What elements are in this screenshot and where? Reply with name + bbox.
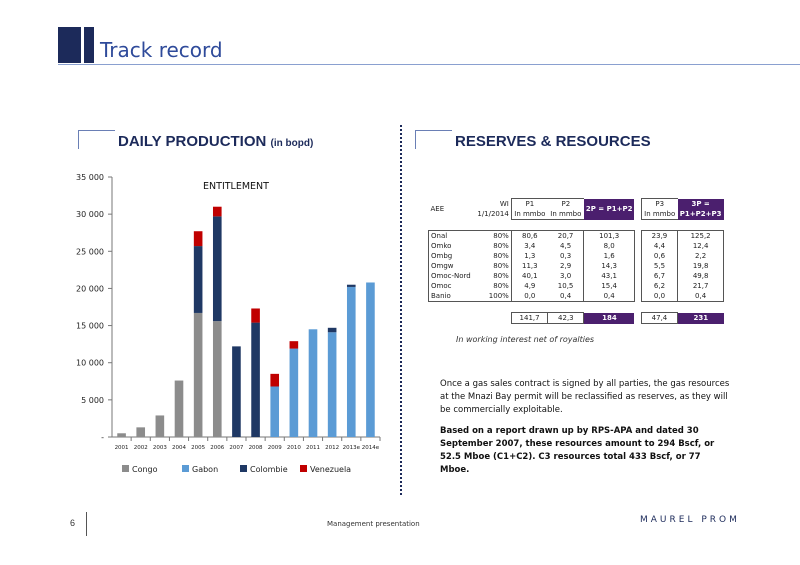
bar-congo-2002 <box>136 427 145 437</box>
x-tick-label: 2008 <box>248 445 263 451</box>
cell-wi: 100% <box>474 291 511 302</box>
cell-p2: 2,9 <box>560 262 572 270</box>
cell-name: Omoc-Nord <box>429 271 474 281</box>
bar-venezuela-2008 <box>251 308 260 322</box>
cell-name: Onal <box>429 231 474 242</box>
cell-twop: 101,3 <box>584 231 635 242</box>
y-tick-label: 10 000 <box>76 358 104 368</box>
col-p3: P3 <box>641 199 678 210</box>
bar-gabon-2012 <box>328 332 337 437</box>
cell-name: Ombg <box>429 251 474 261</box>
bar-gabon-2013e <box>347 287 356 437</box>
company-logo: MAUREL PROM <box>640 515 740 525</box>
cell-threep: 0,4 <box>678 291 724 302</box>
royalty-note: In working interest net of royalties <box>456 335 595 344</box>
table-row <box>429 281 724 291</box>
cell-twop: 14,3 <box>584 261 635 271</box>
total-p3: 47,4 <box>641 313 678 324</box>
cell-p3: 6,2 <box>641 281 678 291</box>
total-3p: 231 <box>678 313 724 324</box>
cell-name: Banio <box>429 291 474 302</box>
x-tick-label: 2004 <box>172 445 186 451</box>
bar-venezuela-2010 <box>290 341 299 348</box>
footer-caption: Management presentation <box>327 520 420 528</box>
table-row <box>429 251 724 261</box>
bar-congo-2001 <box>117 433 126 437</box>
header-rule <box>58 64 800 65</box>
vertical-divider <box>400 125 402 495</box>
y-tick-label: 15 000 <box>76 321 104 331</box>
bar-venezuela-2006 <box>213 207 222 217</box>
cell-twop: 1,6 <box>584 251 635 261</box>
cell-p1: 4,9 <box>524 282 536 290</box>
page-number: 6 <box>70 518 76 528</box>
cell-twop: 15,4 <box>584 281 635 291</box>
daily-production-unit: (in bopd) <box>270 138 314 149</box>
legend-swatch-colombie <box>240 465 247 472</box>
col-2p: 2P = P1+P2 <box>584 199 635 220</box>
cell-p3: 23,9 <box>641 231 678 242</box>
legend-swatch-venezuela <box>300 465 307 472</box>
cell-name: Omko <box>429 241 474 251</box>
cell-name: Omgw <box>429 261 474 271</box>
bar-congo-2003 <box>156 415 165 437</box>
x-tick-label: 2012 <box>325 445 340 451</box>
col-p2-unit: In mmbo <box>548 209 584 220</box>
cell-p2: 3,0 <box>560 272 572 280</box>
bar-congo-2005 <box>194 313 203 437</box>
cell-twop: 0,4 <box>584 291 635 302</box>
production-chart <box>60 165 390 485</box>
cell-p2: 0,4 <box>548 291 584 302</box>
x-tick-label: 2001 <box>114 445 129 451</box>
total-2p: 184 <box>584 313 635 324</box>
bar-colombie-2012 <box>328 328 337 332</box>
reserves-heading: RESERVES & RESOURCES <box>455 133 651 150</box>
header-block <box>58 27 81 63</box>
x-tick-label: 2014e <box>361 445 380 451</box>
x-tick-label: 2005 <box>191 445 206 451</box>
cell-threep: 2,2 <box>678 251 724 261</box>
table-row <box>429 271 724 281</box>
col-p1-unit: In mmbo <box>511 209 548 220</box>
gas-contract-paragraph: Once a gas sales contract is signed by all parties, the gas resources at the Mnazi Bay permit will be reclassified as reserves, as they will be commercially exploitable. <box>440 379 730 415</box>
cell-name: Omoc <box>429 281 474 291</box>
col-p1: P1 <box>511 199 548 210</box>
y-tick-label: 25 000 <box>76 247 104 257</box>
cell-p2: 0,3 <box>560 252 572 260</box>
section-bracket-left <box>78 130 115 149</box>
cell-threep: 12,4 <box>678 241 724 251</box>
table-header-row <box>429 199 724 210</box>
cell-threep: 125,2 <box>678 231 724 242</box>
x-tick-label: 2013e <box>342 445 360 451</box>
col-3p-sub: P1+P2+P3 <box>678 209 724 220</box>
cell-threep: 49,8 <box>678 271 724 281</box>
bar-gabon-2009 <box>270 386 279 437</box>
y-tick-label: 20 000 <box>76 284 104 294</box>
x-tick-label: 2006 <box>210 445 225 451</box>
bar-gabon-2011 <box>309 329 318 437</box>
cell-threep: 19,8 <box>678 261 724 271</box>
x-tick-label: 2009 <box>267 445 282 451</box>
bar-colombie-2005 <box>194 246 203 313</box>
y-tick-label: 35 000 <box>76 173 104 182</box>
cell-p3: 6,7 <box>641 271 678 281</box>
col-wi: WI <box>499 199 509 208</box>
bar-gabon-2010 <box>290 349 299 437</box>
col-p3-unit: In mmbo <box>641 209 678 220</box>
legend-label-venezuela: Venezuela <box>310 465 352 474</box>
reserves-table <box>428 198 724 324</box>
footer-rule <box>86 512 87 536</box>
cell-twop: 43,1 <box>584 271 635 281</box>
col-3p: 3P = <box>678 199 724 210</box>
legend-swatch-gabon <box>182 465 189 472</box>
bar-colombie-2013e <box>347 285 356 287</box>
legend-swatch-congo <box>122 465 129 472</box>
cell-wi: 80% <box>474 241 511 251</box>
x-tick-label: 2011 <box>306 445 320 451</box>
table-row <box>429 241 724 251</box>
cell-p1: 80,6 <box>511 231 548 242</box>
cell-p2: 10,5 <box>557 282 574 290</box>
cell-wi: 80% <box>474 231 511 242</box>
page-title: Track record <box>100 38 223 62</box>
cell-twop: 8,0 <box>584 241 635 251</box>
daily-production-heading <box>118 133 313 150</box>
chart-title: ENTITLEMENT <box>203 181 269 192</box>
bar-congo-2004 <box>175 381 184 437</box>
legend-label-colombie: Colombie <box>250 465 288 474</box>
bar-venezuela-2009 <box>270 374 279 387</box>
cell-threep: 21,7 <box>678 281 724 291</box>
totals-row <box>429 313 724 324</box>
legend-label-congo: Congo <box>132 465 158 474</box>
bar-colombie-2008 <box>251 323 260 437</box>
bar-colombie-2007 <box>232 346 241 437</box>
cell-wi: 80% <box>474 281 511 291</box>
bar-venezuela-2005 <box>194 231 203 246</box>
cell-p1: 40,1 <box>522 272 538 280</box>
cell-p1: 1,3 <box>524 252 536 260</box>
table-row <box>429 231 724 242</box>
bar-colombie-2006 <box>213 216 222 321</box>
x-tick-label: 2010 <box>286 445 301 451</box>
table-row <box>429 291 724 302</box>
header-block-small <box>84 27 94 63</box>
bar-congo-2006 <box>213 321 222 437</box>
y-tick-label: - <box>101 433 104 442</box>
y-tick-label: 30 000 <box>76 210 104 220</box>
x-tick-label: 2003 <box>152 445 167 451</box>
legend-label-gabon: Gabon <box>192 465 219 474</box>
x-tick-label: 2007 <box>229 445 244 451</box>
cell-p3: 4,4 <box>641 241 678 251</box>
total-p2: 42,3 <box>548 313 584 324</box>
cell-wi: 80% <box>474 261 511 271</box>
col-wi-date: 1/1/2014 <box>477 210 509 219</box>
col-p2: P2 <box>548 199 584 210</box>
cell-p1: 3,4 <box>524 242 536 250</box>
cell-p1: 0,0 <box>511 291 548 302</box>
x-tick-label: 2002 <box>133 445 148 451</box>
cell-wi: 80% <box>474 271 511 281</box>
cell-p3: 5,5 <box>641 261 678 271</box>
cell-p2: 4,5 <box>560 242 572 250</box>
bar-gabon-2014e <box>366 282 375 437</box>
total-p1: 141,7 <box>511 313 548 324</box>
rps-report-paragraph: Based on a report drawn up by RPS-APA and dated 30 September 2007, these resources amount to 294 Bscf, or 52.5 Mboe (C1+C2). C3 resources total 433 Bscf, or 77 Mboe. <box>440 426 715 475</box>
cell-p3: 0,6 <box>641 251 678 261</box>
cell-p2: 20,7 <box>548 231 584 242</box>
table-row <box>429 261 724 271</box>
col-aee: AEE <box>430 205 445 213</box>
cell-p1: 11,3 <box>522 262 538 270</box>
cell-wi: 80% <box>474 251 511 261</box>
section-bracket-right <box>415 130 452 149</box>
cell-p3: 0,0 <box>641 291 678 302</box>
daily-production-title: DAILY PRODUCTION <box>118 133 267 150</box>
reserves-table-wrap <box>428 198 724 324</box>
y-tick-label: 5 000 <box>81 395 104 405</box>
